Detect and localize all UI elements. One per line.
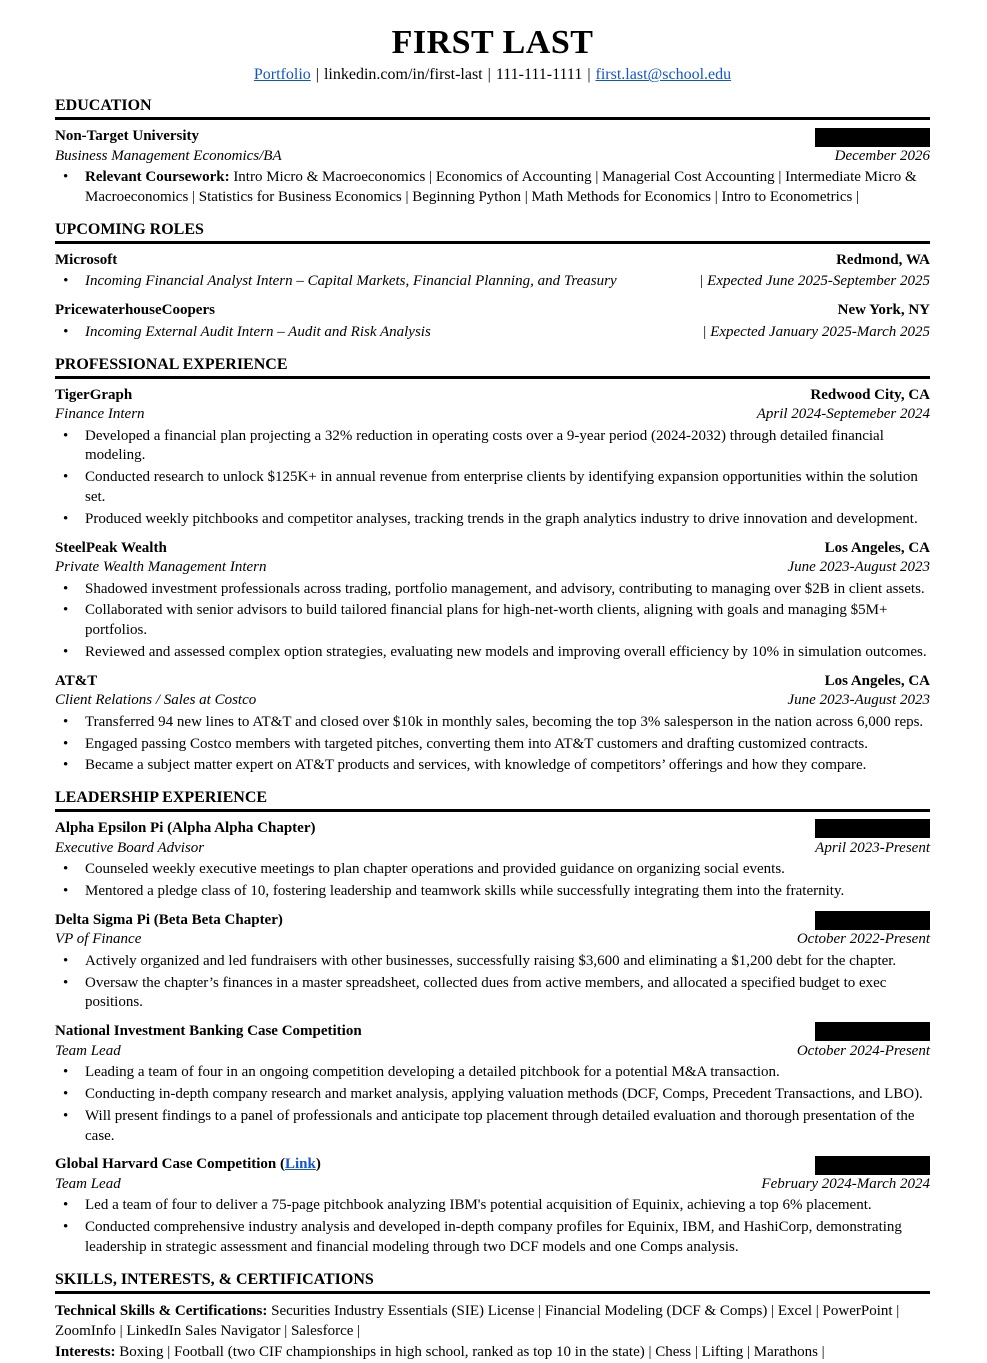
bullet-text: Conducting in-depth company research and market analysis, applying valuation methods (DCF, Comps, Precedent Transactions, and LBO).	[85, 1085, 923, 1102]
contact-separator: |	[587, 66, 591, 84]
entry-subheader-row	[55, 147, 930, 167]
role-title: Executive Board Advisor	[55, 839, 205, 856]
date-range: February 2024-March 2024	[761, 1175, 930, 1192]
bullet-icon: •	[63, 735, 69, 752]
bullet-item	[55, 860, 930, 880]
date-range: April 2024-Septemeber 2024	[756, 406, 930, 423]
bullet-icon: •	[63, 602, 69, 619]
entry	[55, 127, 930, 208]
bullet-text: Produced weekly pitchbooks and competitor analyses, tracking trends in the graph analytics industry to drive innovation and development.	[85, 510, 918, 527]
date-range: April 2023-Present	[815, 839, 930, 856]
entry-header-row	[55, 251, 930, 271]
section-leadership-experience	[55, 789, 930, 1258]
bullet-text: Actively organized and led fundraisers with other businesses, successfully raising $3,600 and eliminating a $1,200 debt for the chapter.	[85, 952, 897, 969]
bullet-date: | Expected January 2025-March 2025	[702, 323, 930, 340]
location: Los Angeles, CA	[824, 672, 930, 689]
bullet-icon: •	[63, 1219, 69, 1236]
bullet-icon: •	[63, 469, 69, 486]
skills-line: Technical Skills & Certifications: Securities Industry Essentials (SIE) License | Financial Modeling (DCF & Comps) | Excel | PowerPoint | ZoomInfo | LinkedIn Sales Navigator | Salesforce |	[55, 1302, 900, 1340]
bullet-text: Incoming External Audit Intern – Audit and Risk Analysis	[85, 323, 431, 340]
bullet-item	[55, 1085, 930, 1105]
bullet-icon: •	[63, 510, 69, 527]
entry-subheader-row	[55, 405, 930, 425]
bullet-icon: •	[63, 580, 69, 597]
portfolio-link[interactable]: Portfolio	[253, 66, 311, 84]
entry	[55, 672, 930, 776]
section-title: EDUCATION	[55, 97, 930, 120]
bullet-icon: •	[63, 861, 69, 878]
redaction-box	[815, 911, 930, 930]
bullet-item	[55, 756, 930, 776]
bullet-item	[55, 643, 930, 663]
entry	[55, 386, 930, 530]
page-title: FIRST LAST	[391, 24, 594, 61]
bullet-icon: •	[63, 323, 69, 340]
bullet-text: Developed a financial plan projecting a 32% reduction in operating costs over a 9-year period (2024-2032) through detailed financial modeling.	[85, 427, 884, 464]
entry-subheader-row	[55, 558, 930, 578]
bullet-icon: •	[63, 643, 69, 660]
entry	[55, 1022, 930, 1146]
bullet-item	[55, 272, 930, 292]
section-title: SKILLS, INTERESTS, & CERTIFICATIONS	[55, 1271, 930, 1294]
entry-header-row	[55, 301, 930, 321]
bullet-item	[55, 1218, 930, 1258]
location: Redwood City, CA	[810, 386, 930, 403]
bullet-icon: •	[63, 273, 69, 290]
redaction-box	[815, 1022, 930, 1041]
bullet-date: | Expected June 2025-September 2025	[699, 273, 930, 290]
date-range: June 2023-August 2023	[787, 692, 930, 709]
location: New York, NY	[837, 302, 930, 319]
bullet-icon: •	[63, 713, 69, 730]
bullet-icon: •	[63, 1197, 69, 1214]
entry-header-row	[55, 127, 930, 147]
entry-subheader-row	[55, 691, 930, 711]
redaction-box	[815, 819, 930, 838]
section-upcoming-roles	[55, 221, 930, 343]
org-name: PricewaterhouseCoopers	[55, 302, 215, 319]
bullet-text: Transferred 94 new lines to AT&T and closed over $10k in monthly sales, becoming the top 3% salesperson in the nation across 6,000 reps.	[85, 713, 924, 730]
section-title: UPCOMING ROLES	[55, 221, 930, 244]
entry-header-row	[55, 672, 930, 692]
bullet-text: Reviewed and assessed complex option strategies, evaluating new models and improving overall efficiency by 10% in simulation outcomes.	[85, 643, 927, 660]
section-professional-experience	[55, 356, 930, 777]
section-title: PROFESSIONAL EXPERIENCE	[55, 356, 930, 379]
date-range: October 2022-Present	[796, 931, 930, 948]
contact-separator: |	[487, 66, 491, 84]
location: Redmond, WA	[836, 251, 930, 268]
entry-subheader-row	[55, 839, 930, 859]
org-link[interactable]: Link	[285, 1156, 316, 1173]
role-title: Private Wealth Management Intern	[55, 559, 267, 576]
entry-header-row	[55, 1155, 930, 1175]
entry-subheader-row	[55, 930, 930, 950]
role-title: VP of Finance	[55, 931, 142, 948]
bullet-icon: •	[63, 974, 69, 991]
bullet-item	[55, 952, 930, 972]
org-name: National Investment Banking Case Competition	[55, 1023, 362, 1040]
bullet-text: Shadowed investment professionals across trading, portfolio management, and advisory, contributing to managing over $2B in client assets.	[85, 580, 925, 597]
section-skills-interests-certifications	[55, 1271, 930, 1363]
bullet-text: Conducted comprehensive industry analysis and developed in-depth company profiles for Equinix, IBM, and HashiCorp, demonstrating leadership in strategic assessment and financial modeling through two DCF models and one Comps analysis.	[85, 1219, 902, 1255]
email-link[interactable]: first.last@school.edu	[595, 66, 732, 84]
bullet-text: Oversaw the chapter’s finances in a master spreadsheet, collected dues from active members, and allocated a specified budget to exec positions.	[85, 974, 887, 1011]
bullet-icon: •	[63, 952, 69, 969]
bullet-text: Incoming Financial Analyst Intern – Capital Markets, Financial Planning, and Treasury	[85, 273, 617, 290]
bullet-item	[55, 468, 930, 508]
bullet-text: Leading a team of four in an ongoing competition developing a detailed pitchbook for a potential M&A transaction.	[85, 1064, 780, 1081]
bullet-item	[55, 510, 930, 530]
contact-line	[55, 66, 930, 84]
entry-subheader-row	[55, 1042, 930, 1062]
entry	[55, 819, 930, 902]
bullet-text: Relevant Coursework: Intro Micro & Macroeconomics | Economics of Accounting | Managerial Cost Accounting | Intermediate Micro & Macroeconomics | Statistics for Business Economics | Beginning Python | Math Methods for Economics | Intro to Econometrics |	[85, 169, 917, 206]
location: Los Angeles, CA	[824, 539, 930, 556]
bullet-text: Conducted research to unlock $125K+ in annual revenue from enterprise clients by identifying expansion opportunities within the solution set.	[85, 469, 918, 505]
bullet-icon: •	[63, 1064, 69, 1081]
section-education	[55, 97, 930, 208]
phone-text: 111-111-1111	[495, 66, 583, 84]
bullet-item	[55, 323, 930, 343]
org-name: SteelPeak Wealth	[55, 539, 167, 556]
org-name: Microsoft	[55, 251, 118, 268]
contact-separator: |	[315, 66, 319, 84]
date-range: June 2023-August 2023	[787, 559, 930, 576]
entry	[55, 539, 930, 663]
date-range: October 2024-Present	[796, 1042, 930, 1059]
org-name: AT&T	[55, 672, 98, 689]
role-title: Team Lead	[55, 1042, 121, 1059]
redaction-box	[815, 1156, 930, 1175]
bullet-icon: •	[63, 1107, 69, 1124]
org-name: Alpha Epsilon Pi (Alpha Alpha Chapter)	[55, 820, 316, 837]
entry-header-row	[55, 1022, 930, 1042]
bullet-item	[55, 882, 930, 902]
role-title: Finance Intern	[55, 406, 145, 423]
bullet-icon: •	[63, 882, 69, 899]
section-title: LEADERSHIP EXPERIENCE	[55, 789, 930, 812]
entry	[55, 251, 930, 292]
bullet-item	[55, 713, 930, 733]
entry-header-row	[55, 911, 930, 931]
bullet-icon: •	[63, 427, 69, 444]
entry-header-row	[55, 819, 930, 839]
linkedin-text: linkedin.com/in/first-last	[323, 66, 483, 84]
entry	[55, 1155, 930, 1257]
bullet-item	[55, 735, 930, 755]
bullet-icon: •	[63, 1085, 69, 1102]
bullet-text: Will present findings to a panel of professionals and anticipate top placement through detailed evaluation and thorough presentation of the case.	[85, 1107, 915, 1144]
redaction-box	[815, 128, 930, 147]
role-title: Client Relations / Sales at Costco	[55, 692, 257, 709]
skills-line: Interests: Boxing | Football (two CIF championships in high school, ranked as top 10 in the state) | Chess | Lifting | Marathons |	[55, 1344, 825, 1361]
bullet-text: Became a subject matter expert on AT&T products and services, with knowledge of competitors’ offerings and how they compare.	[85, 757, 867, 774]
role-title: Business Management Economics/BA	[55, 147, 282, 164]
bullet-item	[55, 601, 930, 641]
entry	[55, 301, 930, 342]
org-name: TigerGraph	[55, 386, 133, 403]
org-name: Global Harvard Case Competition (Link)	[55, 1156, 321, 1173]
bullet-icon: •	[63, 169, 69, 186]
bullet-item	[55, 580, 930, 600]
bullet-text: Collaborated with senior advisors to build tailored financial plans for high-net-worth clients, aligning with goals and managing $5M+ portfolios.	[85, 602, 888, 639]
org-name: Non-Target University	[55, 128, 200, 145]
entry-header-row	[55, 539, 930, 559]
bullet-text: Counseled weekly executive meetings to plan chapter operations and provided guidance on organizing social events.	[85, 861, 785, 878]
sections-container	[55, 97, 930, 1362]
bullet-text: Mentored a pledge class of 10, fostering leadership and teamwork skills while successfully integrating them into the fraternity.	[85, 882, 845, 899]
bullet-icon: •	[63, 757, 69, 774]
date-range: December 2026	[834, 147, 930, 164]
bullet-item	[55, 974, 930, 1014]
entry	[55, 911, 930, 1013]
entry-header-row	[55, 386, 930, 406]
bullet-item	[55, 1107, 930, 1147]
bullet-item	[55, 1063, 930, 1083]
role-title: Team Lead	[55, 1175, 121, 1192]
entry-subheader-row	[55, 1175, 930, 1195]
bullet-text: Engaged passing Costco members with targeted pitches, converting them into AT&T customers and drafting customized contracts.	[85, 735, 869, 752]
bullet-text: Led a team of four to deliver a 75-page pitchbook analyzing IBM's potential acquisition of Equinix, achieving a top 6% placement.	[85, 1197, 872, 1214]
org-name: Delta Sigma Pi (Beta Beta Chapter)	[55, 911, 283, 928]
bullet-item	[55, 427, 930, 467]
bullet-item	[55, 168, 930, 208]
bullet-item	[55, 1196, 930, 1216]
